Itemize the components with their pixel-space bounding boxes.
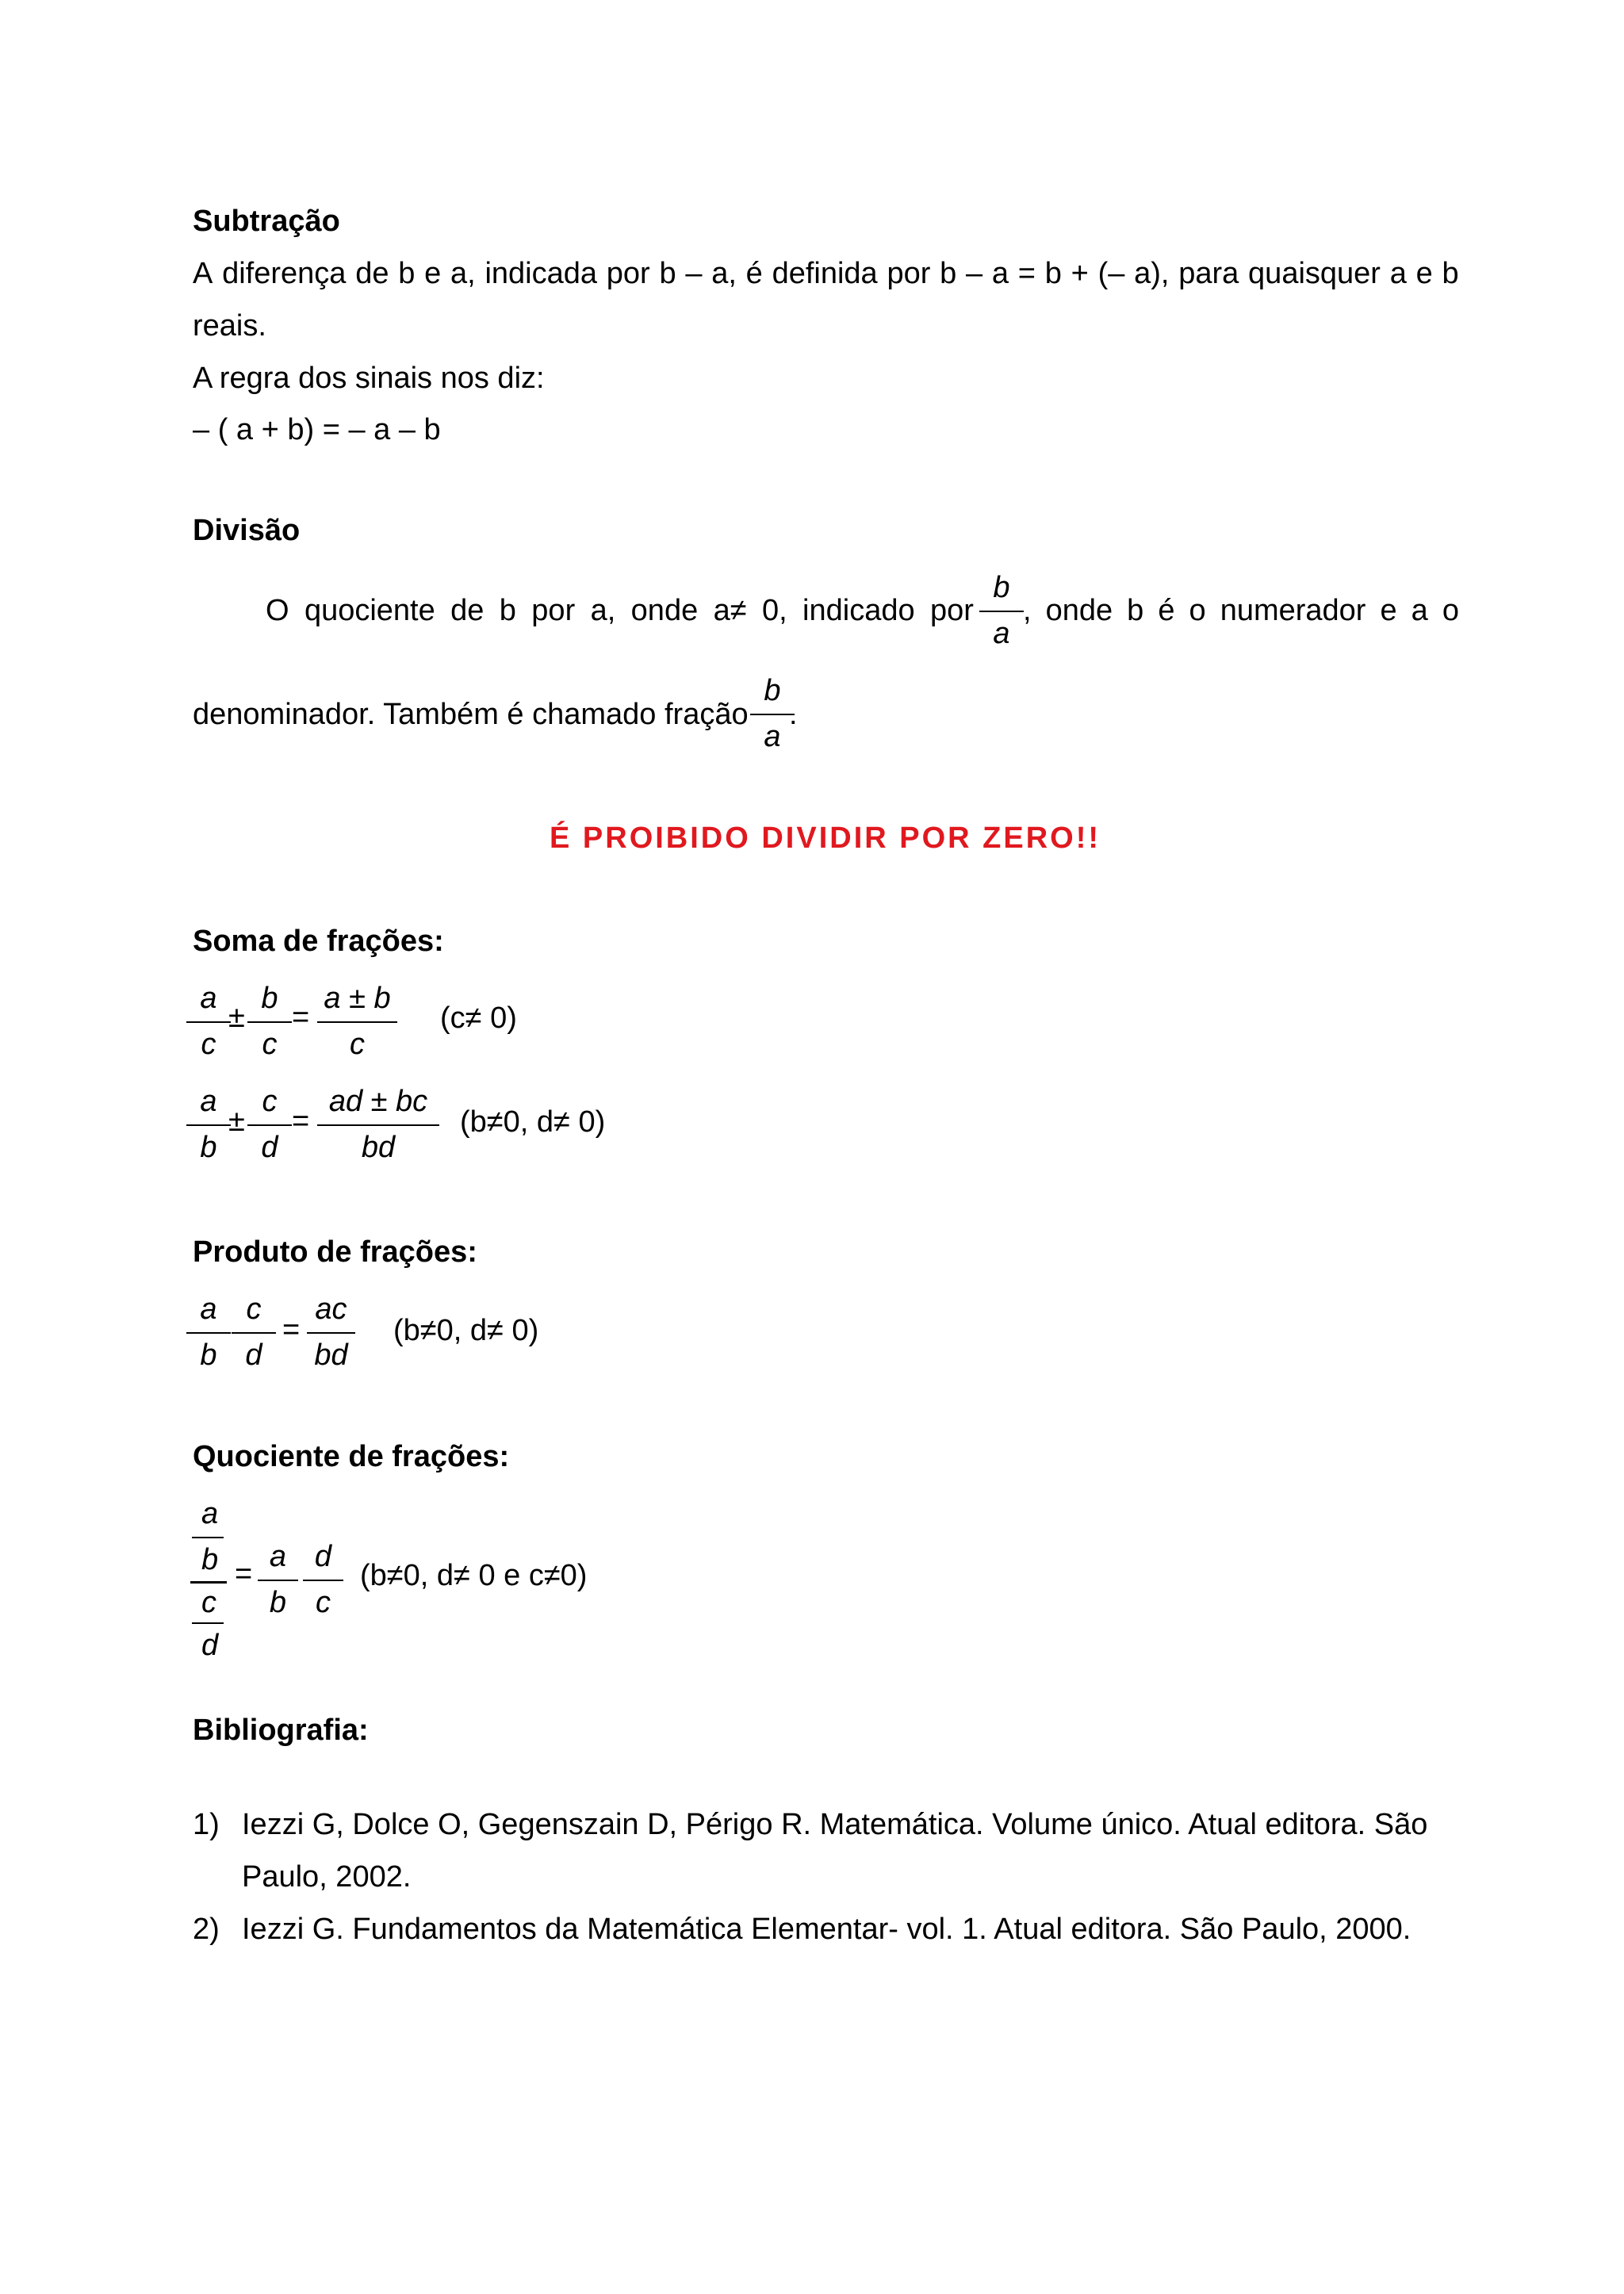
divisao-line1-after-word: , <box>1023 594 1032 627</box>
subtracao-line1-word: a), <box>1134 257 1170 290</box>
numerator: a <box>200 1085 217 1118</box>
denominator: b <box>200 1338 217 1372</box>
subtracao-line1-word: b <box>1044 257 1062 290</box>
numerator: b <box>261 982 278 1015</box>
subtracao-line1-word: e <box>1415 257 1433 290</box>
compound-top-numerator: a <box>201 1497 219 1530</box>
compound-bottom-numerator: c <box>201 1586 216 1619</box>
subtracao-line1-word: b <box>398 257 416 290</box>
bib-item-2-line1: Iezzi G. Fundamentos da Matemática Elementar- vol. 1. Atual editora. São Paulo, 2000. <box>242 1913 1411 1946</box>
subtracao-line-reais: reais. <box>193 309 266 343</box>
divisao-line1-word: b <box>499 594 516 627</box>
subtracao-line1-word: por <box>887 257 931 290</box>
denominator: c <box>316 1586 331 1619</box>
fraction-bar <box>317 1124 439 1126</box>
divisao-line1-word: O <box>266 594 289 627</box>
denominator: c <box>350 1028 365 1061</box>
quociente-compound-fraction <box>189 1497 230 1662</box>
heading-quociente-fracoes: Quociente de frações: <box>193 1440 510 1473</box>
divisao-line2-period: . <box>789 698 798 731</box>
subtracao-rule-formula: – ( a + b) = – a – b <box>193 413 441 446</box>
subtracao-line1-word: a, <box>711 257 737 290</box>
subtracao-line1-word: = <box>1017 257 1036 290</box>
warning-no-division-by-zero: É PROIBIDO DIVIDIR POR ZERO!! <box>550 821 1101 855</box>
fraction-bar <box>750 714 795 715</box>
divisao-line1-word: indicado <box>802 594 915 627</box>
heading-bibliografia: Bibliografia: <box>193 1714 369 1747</box>
denominator: d <box>261 1131 278 1164</box>
numerator: a <box>269 1540 287 1573</box>
denominator: b <box>200 1131 217 1164</box>
heading-produto-fracoes: Produto de frações: <box>193 1235 477 1269</box>
numerator: a <box>200 982 217 1015</box>
divisao-line1-word: por <box>929 594 974 627</box>
quociente-equals: = <box>235 1557 253 1591</box>
divisao-line1-continuation <box>1023 596 1459 626</box>
divisao-line1-after-word: o <box>1442 594 1459 627</box>
denominator: b <box>269 1586 287 1619</box>
subtracao-line1-word: é <box>745 257 763 290</box>
soma-eq2-operator: ± <box>228 1105 245 1138</box>
bib-item-1-line1: Iezzi G, Dolce O, Gegenszain D, Périgo R. Matemática. Volume único. Atual editora. São <box>242 1808 1428 1841</box>
subtracao-line1-word: diferença <box>222 257 347 290</box>
fraction-bar <box>258 1580 298 1581</box>
subtracao-line1-word: por <box>606 257 650 290</box>
subtracao-line1-word: indicada <box>485 257 598 290</box>
subtracao-line1-word: a <box>991 257 1009 290</box>
compound-top-denominator: b <box>201 1543 219 1576</box>
produto-equals: = <box>282 1313 301 1346</box>
numerator: a <box>200 1293 217 1326</box>
subtracao-line1-word: + <box>1071 257 1089 290</box>
numerator: c <box>262 1085 278 1118</box>
subtracao-line1-word: A <box>193 257 213 290</box>
fraction-bar <box>979 611 1024 612</box>
bib-item-1-number: 1) <box>193 1808 220 1841</box>
subtracao-rule-intro: A regra dos sinais nos diz: <box>193 362 545 395</box>
bib-item-2-number: 2) <box>193 1913 220 1946</box>
produto-condition: (b≠0, d≠ 0) <box>393 1314 539 1347</box>
fraction-bar <box>186 1332 231 1334</box>
fraction-numerator: b <box>764 674 781 707</box>
fraction-bar <box>247 1021 292 1023</box>
divisao-line1-word: de <box>450 594 485 627</box>
denominator: c <box>201 1028 216 1061</box>
subtracao-line1-word: b <box>940 257 957 290</box>
divisao-line1-word: quociente <box>304 594 435 627</box>
fraction-bar <box>307 1332 355 1334</box>
subtracao-line1-word: a <box>1389 257 1407 290</box>
numerator: a ± b <box>324 982 391 1015</box>
fraction-numerator: b <box>993 571 1010 604</box>
subtracao-line1-word: de <box>355 257 389 290</box>
divisao-line1-word: a≠ <box>713 594 747 627</box>
divisao-line1-after-word: e <box>1380 594 1397 627</box>
fraction-bar <box>247 1124 292 1126</box>
numerator: ac <box>315 1293 347 1326</box>
divisao-line1-after-word: é <box>1158 594 1175 627</box>
denominator: c <box>262 1028 278 1061</box>
subtracao-line1-word: para <box>1178 257 1239 290</box>
bib-item-1-line2: Paulo, 2002. <box>242 1860 412 1894</box>
fraction-bar <box>186 1124 231 1126</box>
subtracao-line1-word: – <box>685 257 703 290</box>
subtracao-line1-word: (– <box>1097 257 1125 290</box>
fraction-bar <box>232 1332 276 1334</box>
numerator: c <box>246 1293 262 1326</box>
subtracao-line1-word: – <box>966 257 983 290</box>
numerator: d <box>314 1540 332 1573</box>
numerator: ad ± bc <box>328 1085 428 1118</box>
subtracao-line1-word: e <box>424 257 442 290</box>
subtracao-line1-word: b <box>1442 257 1459 290</box>
fraction-bar <box>303 1580 343 1581</box>
divisao-line1-after-word: a <box>1411 594 1428 627</box>
denominator: bd <box>361 1131 396 1164</box>
heading-subtracao: Subtração <box>193 205 340 238</box>
subtracao-line1-word: b <box>659 257 676 290</box>
soma-eq1-operator: ± <box>228 1001 245 1034</box>
subtracao-line1-word: quaisquer <box>1248 257 1381 290</box>
fraction-denominator: a <box>764 720 781 753</box>
divisao-line1-after-word: onde <box>1045 594 1113 627</box>
denominator: bd <box>314 1338 348 1372</box>
soma-eq1-condition: (c≠ 0) <box>440 1001 517 1035</box>
fraction-bar <box>186 1021 231 1023</box>
soma-eq1-equals: = <box>292 1001 310 1034</box>
heading-divisao: Divisão <box>193 514 301 547</box>
divisao-line1-word: onde <box>630 594 699 627</box>
soma-eq2-condition: (b≠0, d≠ 0) <box>460 1105 606 1139</box>
subtracao-definition-line <box>193 259 1459 289</box>
subtracao-line1-word: definida <box>772 257 878 290</box>
divisao-line1-word: por <box>531 594 576 627</box>
divisao-line1-after-word: o <box>1189 594 1206 627</box>
divisao-line2-text: denominador. Também é chamado fração <box>193 698 749 731</box>
fraction-denominator: a <box>993 617 1010 650</box>
subtracao-line1-word: a, <box>450 257 476 290</box>
divisao-line1-after-word: b <box>1127 594 1144 627</box>
denominator: d <box>245 1338 262 1372</box>
quociente-condition: (b≠0, d≠ 0 e c≠0) <box>360 1559 588 1592</box>
compound-bottom-bar <box>192 1622 224 1624</box>
compound-bottom-denominator: d <box>201 1629 219 1662</box>
compound-main-bar <box>190 1581 227 1584</box>
fraction-bar <box>317 1021 397 1023</box>
divisao-line1-word: 0, <box>761 594 787 627</box>
divisao-line1-text <box>266 596 974 626</box>
divisao-line1-word: a, <box>590 594 616 627</box>
divisao-line1-after-word: numerador <box>1220 594 1366 627</box>
soma-eq2-equals: = <box>292 1105 310 1138</box>
compound-top-bar <box>192 1537 224 1538</box>
heading-soma-fracoes: Soma de frações: <box>193 925 444 958</box>
